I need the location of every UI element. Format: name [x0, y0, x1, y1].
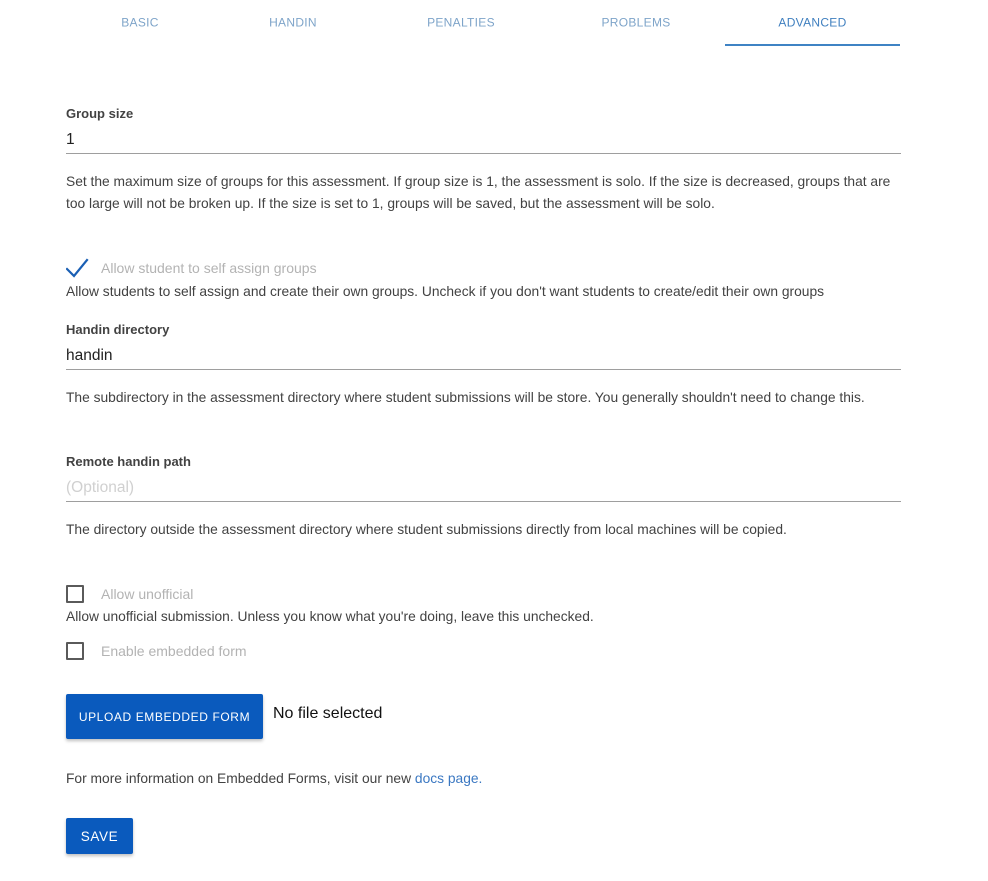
embedded-forms-info: [66, 771, 482, 786]
self-assign-label: Allow student to self assign groups: [101, 260, 317, 276]
allow-unofficial-label: Allow unofficial: [101, 586, 194, 602]
tab-problems[interactable]: [586, 0, 686, 46]
group-size-help: Set the maximum size of groups for this assessment. If group size is 1, the assessment is solo. If the size is decreased, groups that are too large will not be broken up. If the size is set to 1, groups will be saved, but the assessment will be solo.: [66, 174, 891, 211]
group-size-label: Group size: [66, 106, 134, 121]
file-status: No file selected: [273, 705, 383, 722]
checkbox-unchecked-icon: [66, 642, 84, 660]
remote-handin-path-input[interactable]: [66, 475, 901, 502]
allow-unofficial-help: Allow unofficial submission. Unless you know what you're doing, leave this unchecked.: [66, 609, 594, 624]
embedded-forms-info-text: For more information on Embedded Forms, visit our new: [66, 771, 415, 786]
docs-page-link[interactable]: docs page.: [414, 771, 483, 786]
handin-directory-input[interactable]: [66, 343, 901, 370]
tab-advanced-label: ADVANCED: [778, 15, 847, 30]
tab-handin[interactable]: [253, 0, 333, 46]
self-assign-help: Allow students to self assign and create their own groups. Uncheck if you don't want students to create/edit their own groups: [66, 284, 825, 299]
allow-unofficial-checkbox[interactable]: [66, 584, 193, 604]
tab-basic[interactable]: [100, 0, 180, 46]
self-assign-checkbox[interactable]: [66, 258, 317, 278]
tab-penalties[interactable]: [411, 0, 511, 46]
checkmark-icon: [66, 258, 88, 278]
handin-directory-label: Handin directory: [66, 322, 170, 337]
tab-advanced[interactable]: [725, 0, 900, 46]
save-button[interactable]: SAVE: [66, 818, 133, 854]
checkbox-unchecked-icon: [66, 585, 84, 603]
tab-basic-label: BASIC: [121, 15, 159, 30]
tab-penalties-label: PENALTIES: [427, 15, 495, 30]
remote-handin-path-label: Remote handin path: [66, 454, 191, 469]
tab-handin-label: HANDIN: [269, 15, 317, 30]
enable-embedded-form-label: Enable embedded form: [101, 643, 247, 659]
remote-handin-path-help: The directory outside the assessment directory where student submissions directly from local machines will be copied.: [66, 522, 787, 537]
group-size-input[interactable]: [66, 127, 901, 154]
enable-embedded-form-checkbox[interactable]: [66, 641, 247, 661]
active-tab-indicator: [725, 44, 900, 46]
handin-directory-help: The subdirectory in the assessment directory where student submissions will be store. You generally shouldn't need to change this.: [66, 390, 865, 405]
upload-embedded-form-button[interactable]: UPLOAD EMBEDDED FORM: [66, 694, 263, 739]
tab-problems-label: PROBLEMS: [601, 15, 671, 30]
